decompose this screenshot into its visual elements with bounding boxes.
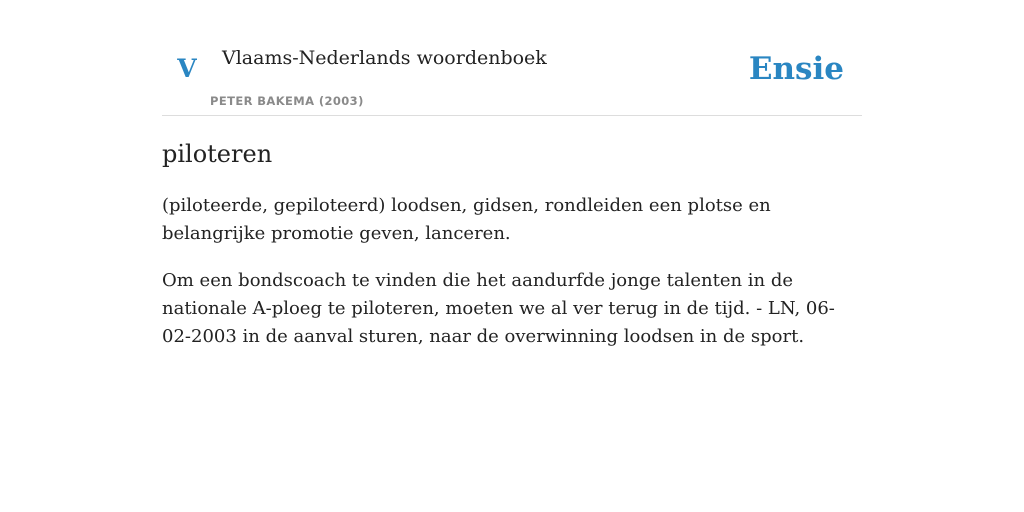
dictionary-title[interactable]: Vlaams-Nederlands woordenboek [222, 47, 547, 69]
entry-definition: (piloteerde, gepiloteerd) loodsen, gidsen, rondleiden een plotse en belangrijke promotie geven, lanceren. [162, 195, 771, 244]
entry-page [162, 0, 862, 347]
entry-term: piloteren [162, 140, 273, 168]
dictionary-author: PETER BAKEMA (2003) [210, 94, 364, 108]
dictionary-header [162, 0, 862, 116]
brand-logo[interactable]: Ensie [748, 51, 844, 87]
entry-example: Om een bondscoach te vinden die het aandurfde jonge talenten in de nationale A-ploeg te piloteren, moeten we al ver terug in de tijd. - LN, 06-02-2003 in de aanval sturen, naar de overwinning loodsen in de sport. [162, 270, 835, 347]
dictionary-badge-icon[interactable]: V [177, 54, 197, 83]
